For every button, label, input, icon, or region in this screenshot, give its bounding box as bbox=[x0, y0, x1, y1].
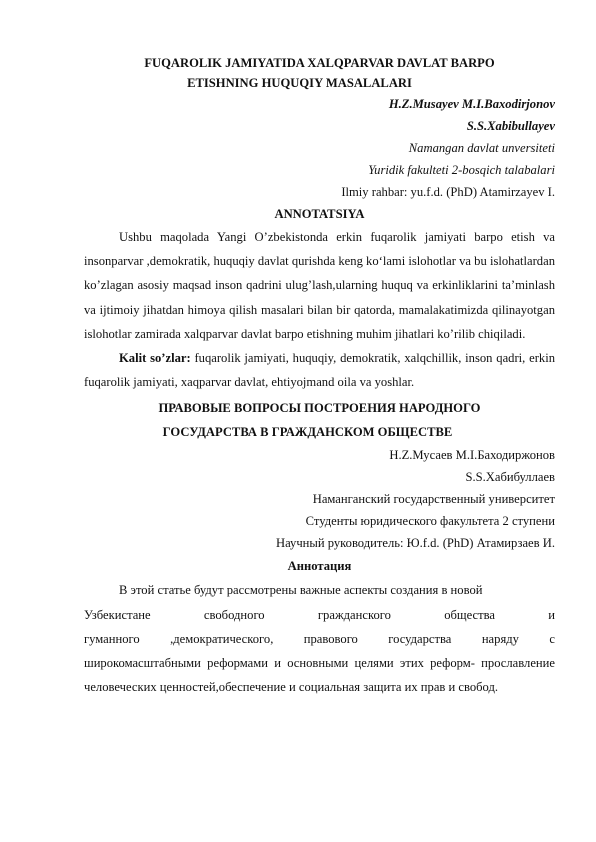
ru-university: Наманганский государственный университет bbox=[312, 492, 555, 507]
ru-abstract-line2 bbox=[84, 603, 555, 627]
uz-advisor: Ilmiy rahbar: yu.f.d. (PhD) Atamirzayev I. bbox=[341, 185, 555, 199]
ru-abstract-line3 bbox=[84, 627, 555, 651]
word: свободного bbox=[203, 607, 265, 622]
uz-keywords-text: fuqarolik jamiyati, huquqiy, demokratik, xalqchillik, inson qadri, erkin fuqarolik jamiyati, xaqparvar davlat, ehtiyojmand oila va yoshlar. bbox=[84, 351, 555, 390]
ru-title-line1: ПРАВОВЫЕ ВОПРОСЫ ПОСТРОЕНИЯ НАРОДНОГО bbox=[158, 401, 481, 416]
ru-abstract-line1: В этой статье будут рассмотрены важные аспекты создания в новой bbox=[119, 583, 483, 598]
ru-abstract-rest: широкомасштабными реформами и основными целями этих реформ- прославление человеческих ценностей,обеспечение и социальная защита их прав и свобод. bbox=[84, 656, 555, 695]
ru-authors-line1: H.Z.Мусаев М.I.Баходиржонов bbox=[389, 448, 555, 463]
ru-title-line2: ГОСУДАРСТВА В ГРАЖДАНСКОМ ОБЩЕСТВЕ bbox=[162, 425, 453, 440]
uz-abstract-heading: ANNOTATSIYA bbox=[274, 207, 365, 221]
uz-keywords-paragraph bbox=[84, 346, 555, 394]
uz-authors-line2: S.S.Xabibullayev bbox=[466, 119, 555, 133]
ru-faculty: Студенты юридического факультета 2 ступени bbox=[305, 514, 555, 529]
uz-keywords-label: Kalit so’zlar: bbox=[119, 351, 191, 366]
word: наряду bbox=[481, 631, 519, 646]
word: государства bbox=[388, 631, 452, 646]
uz-title-line2: ETISHNING HUQUQIY MASALALARI bbox=[187, 76, 412, 90]
word: Узбекистане bbox=[84, 607, 151, 622]
word: правового bbox=[303, 631, 358, 646]
ru-title bbox=[84, 396, 555, 444]
document-page bbox=[84, 53, 555, 699]
uz-faculty: Yuridik fakulteti 2-bosqich talabalari bbox=[368, 163, 555, 177]
uz-university: Namangan davlat unversiteti bbox=[408, 141, 555, 155]
ru-authors-line2: S.S.Хабибуллаев bbox=[465, 470, 555, 485]
word: гуманного bbox=[84, 631, 140, 646]
word: и bbox=[548, 607, 555, 622]
uz-title-line1: FUQAROLIK JAMIYATIDA XALQPARVAR DAVLAT BARPO bbox=[144, 56, 495, 70]
word: ,демократического, bbox=[170, 631, 274, 646]
word: общества bbox=[444, 607, 495, 622]
ru-abstract bbox=[84, 578, 555, 699]
word: с bbox=[549, 631, 555, 646]
ru-advisor: Научный руководитель: Ю.f.d. (PhD) Атамирзаев И. bbox=[275, 536, 555, 551]
uz-abstract-text: Ushbu maqolada Yangi O’zbekistonda erkin fuqarolik jamiyati barpo etish va insonparvar ,demokratik, huquqiy davlat qurishda keng ko‘lami islohotlar va bu islohatlardan ko’zlagan asosiy maqsad inson qadrini ulug’lash,ularning huquq va erkinliklarini ta’minlash va ijtimoiy jihatdan himoya qilish masalari bilan bir qatorda, mamalakatimizda qilinayotgan islohotlar zamirada xalqparvar davlat barpo etishning muhim jihatlari ko’rilib chiqiladi. bbox=[84, 230, 555, 341]
uz-authors-line1: H.Z.Musayev M.I.Baxodirjonov bbox=[388, 97, 555, 111]
uz-title bbox=[84, 53, 555, 93]
word: гражданского bbox=[317, 607, 391, 622]
ru-abstract-heading: Аннотация bbox=[287, 559, 352, 574]
